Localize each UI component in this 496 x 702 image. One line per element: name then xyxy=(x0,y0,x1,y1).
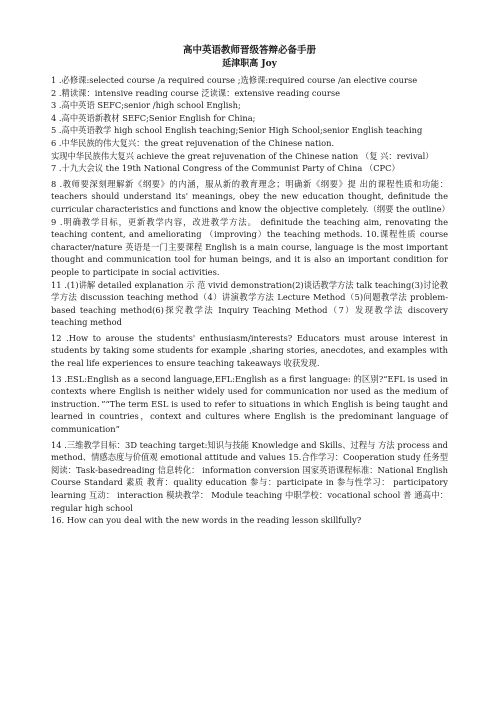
item-5: 5 .高中英语教学 high school English teaching;Senior High School;senior English teaching xyxy=(51,125,423,136)
item-6: 6 .中华民族的伟大复兴：the great rejuvenation of the Chinese nation. xyxy=(51,137,335,148)
item-12: 12 .How to arouse the students' enthusiasm/interests? Educators must arouse interest in students by taking some students for example ,sharing stories, anecdotes, and examples with the real life experiences to ensure teaching takeaways 收获发现. xyxy=(51,332,448,369)
item-9-10: 9 .明确教学目标，更新教学内容，改进教学方法。 definitude the teaching aim, renovating the teaching content, and ameliorating （improving）the teaching methods. 10.课程性质 course character/nature 英语是一门主要课程 English is a main course, language is the most important thought and communication tool for human beings, and it is also an important condition for people to participate in social activities. xyxy=(51,216,448,277)
item-1: 1 .必修课:selected course /a required course ;选修课:required course /an elective course xyxy=(51,75,418,85)
document-subtitle: 延津职高 Joy xyxy=(222,59,277,69)
item-13: 13 .ESL:English as a second language,EFL:English as a first language: 的区别?“EFL is used in contexts where English is neither widely used for communication nor used as the medium of instruction．”“The term ESL is used to refer to situations in which English is being taught and learned in countries，context and cultures where English is the predominant language of communication” xyxy=(51,373,448,435)
item-11: 11 .(1)讲解 detailed explanation 示 范 vivid demonstration(2)谈话教学方法 talk teaching(3)讨论教学方法 discussion teaching method（4）讲演教学方法 Lecture Method（5)问题教学法 problem-based teaching method(6)探究教学法 Inquiry Teaching Method（7）发现教学法 discovery teaching method xyxy=(51,279,448,328)
document-title: 高中英语教师晋级答辩必备手册 xyxy=(182,45,316,56)
item-6-note: 实现中华民族伟大复兴 achieve the great rejuvenation of the Chinese nation （复 兴：revival） xyxy=(51,150,434,161)
document-body xyxy=(51,74,448,527)
item-16: 16. How can you deal with the new words in the reading lesson skillfully? xyxy=(51,515,362,526)
item-4: 4 .高中英语新教材 SEFC;Senior English for China; xyxy=(51,112,256,123)
item-3: 3 .高中英语 SEFC;senior /high school English; xyxy=(51,100,241,111)
item-2: 2 .精读课：intensive reading course 泛读课：extensive reading course xyxy=(51,87,341,98)
item-8: 8 .教师要深刻理解新《纲要》的内涵，服从新的教育理念；明确新《纲要》提 出的课程性质和功能：teachers should understand its' meanings, obey the new education thought, definitude the curricular characteristics and functions and know the objective completely.（纲要 the outline） xyxy=(51,178,450,214)
item-14-15: 14 .三维教学目标：3D teaching target:知识与技能 Knowledge and Skills、过程与 方法 process and method、情感态度与价值观 emotional attitude and values 15.合作学习：Cooperation study 任务型阅读：Task-basedreading 信息转化： information conversion 国家英语课程标准：National English Course Standard 素质 教育：quality education 参与：participate in 参与性学习： participatory learning 互动： interaction 模块教学： Module teaching 中职学校：vocational school 普 通高中：regular high school xyxy=(51,439,448,513)
item-7: 7 .十九大会议 the 19th National Congress of the Communist Party of China （CPC） xyxy=(51,163,400,174)
